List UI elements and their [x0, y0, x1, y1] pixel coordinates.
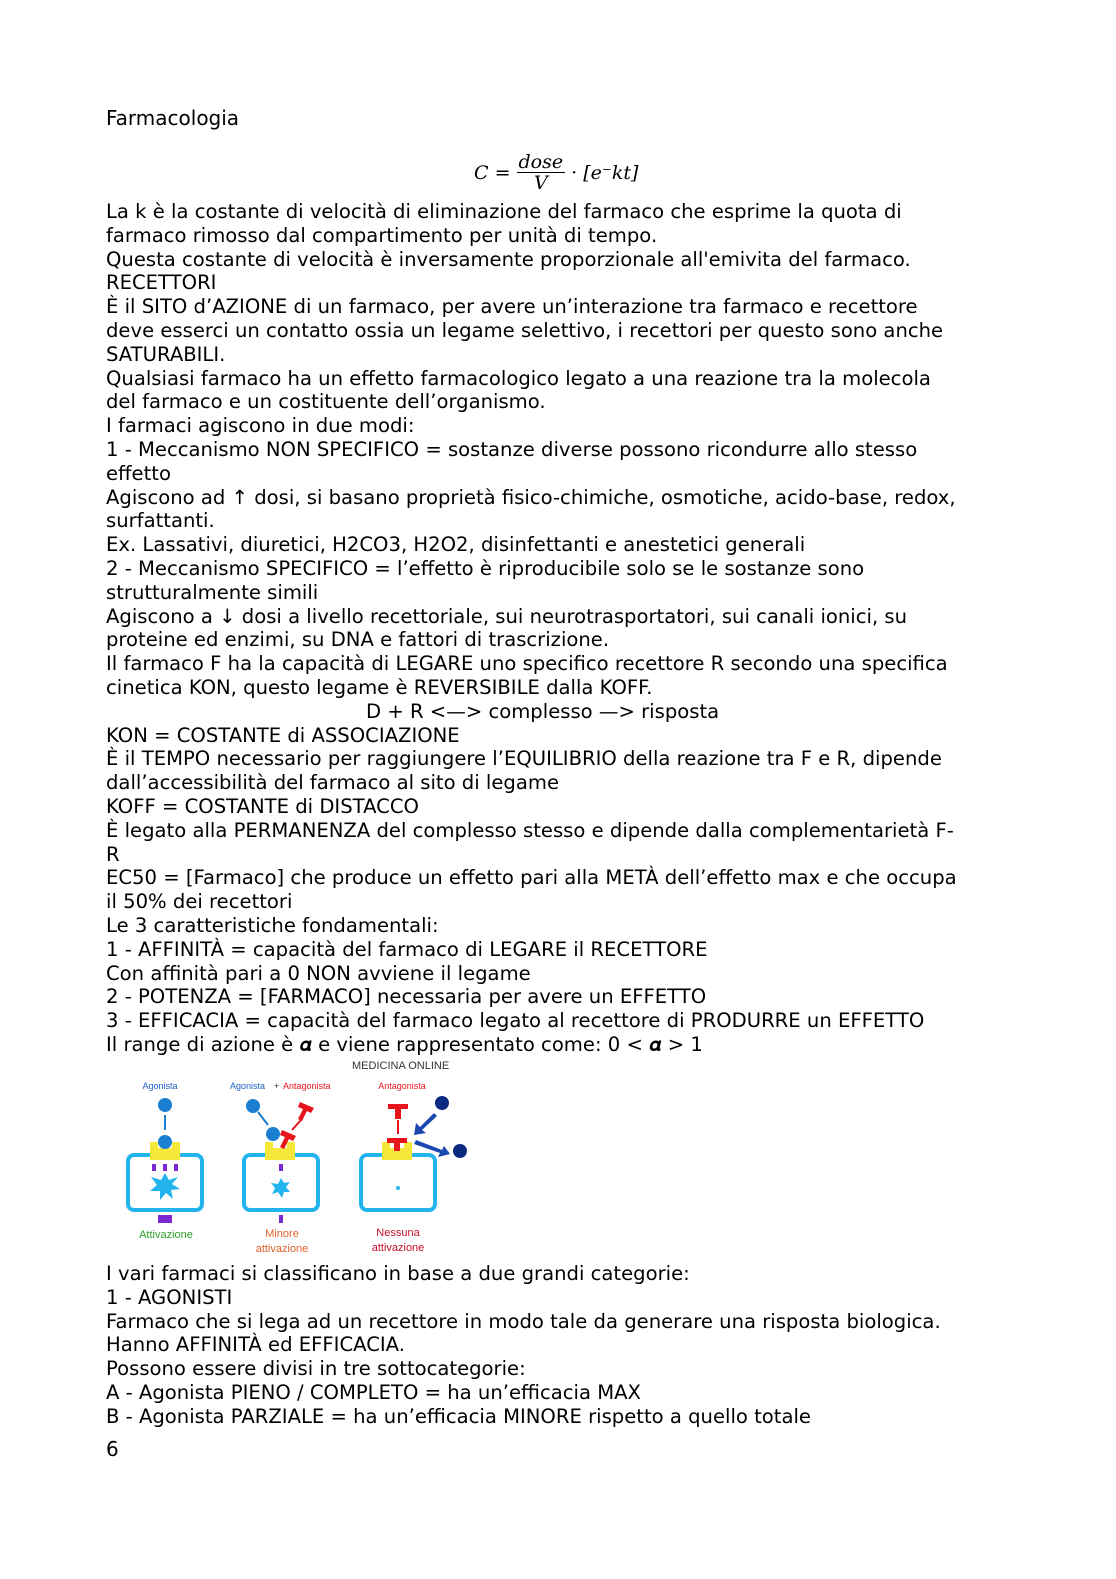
- text-line: Con affinità pari a 0 NON avviene il legame: [106, 961, 531, 985]
- text-line: RECETTORI: [106, 271, 217, 295]
- text-line: dall’accessibilità del farmaco al sito di legame: [106, 771, 560, 795]
- panel-label-antagonist: Antagonista: [283, 1081, 331, 1091]
- concentration-formula: [474, 152, 638, 193]
- text-line: I vari farmaci si classificano in base a due grandi categorie:: [106, 1262, 690, 1285]
- result-label-2: attivazione: [371, 1242, 425, 1254]
- result-label-1: Minore: [265, 1228, 299, 1240]
- text-line: Il farmaco F ha la capacità di LEGARE uno specifico recettore R secondo una specifica: [106, 652, 948, 676]
- text-line: EC50 = [Farmaco] che produce un effetto pari alla METÀ dell’effetto max e che occupa: [106, 866, 957, 890]
- text-line: D + R <—> complesso —> risposta: [366, 699, 720, 723]
- text-line: È il SITO d’AZIONE di un farmaco, per avere un’interazione tra farmaco e recettore: [106, 295, 918, 319]
- text-line: 1 - Meccanismo NON SPECIFICO = sostanze diverse possono ricondurre allo stesso: [106, 437, 918, 461]
- document-title: Farmacologia: [106, 106, 240, 130]
- text-line: È legato alla PERMANENZA del complesso stesso e dipende dalla complementarietà F-: [106, 818, 954, 842]
- text-line: proteine ed enzimi, su DNA e fattori di trascrizione.: [106, 628, 610, 652]
- panel-label: Agonista: [142, 1081, 178, 1091]
- text-line: 3 - EFFICACIA = capacità del farmaco legato al recettore di PRODURRE un EFFETTO: [106, 1009, 925, 1033]
- text-line: Questa costante di velocità è inversamente proporzionale all'emivita del farmaco.: [106, 247, 911, 271]
- text-line: SATURABILI.: [106, 342, 226, 366]
- body-text-bottom: [106, 1262, 941, 1429]
- text-line: Le 3 caratteristiche fondamentali:: [106, 913, 439, 937]
- text-line: surfattanti.: [106, 509, 215, 533]
- text-line: Ex. Lassativi, diuretici, H2CO3, H2O2, disinfettanti e anestetici generali: [106, 533, 806, 557]
- text-line: Farmaco che si lega ad un recettore in modo tale da generare una risposta biologica.: [106, 1309, 941, 1333]
- formula-numerator: dose: [518, 151, 564, 173]
- formula-denominator: V: [533, 172, 548, 194]
- text-line: 2 - POTENZA = [FARMACO] necessaria per avere un EFFETTO: [106, 985, 707, 1009]
- text-line: il 50% dei recettori: [106, 890, 293, 914]
- panel-label-agonist: Agonista: [230, 1081, 266, 1091]
- formula-lhs: C =: [474, 161, 511, 184]
- result-label-2: attivazione: [255, 1243, 309, 1255]
- panel-agonist: [128, 1081, 202, 1241]
- agonist-molecule: [158, 1098, 172, 1112]
- text-line: del farmaco e un costituente dell’organismo.: [106, 390, 546, 414]
- page-number: 6: [106, 1437, 119, 1461]
- text-line: Agiscono ad ↑ dosi, si basano proprietà fisico-chimiche, osmotiche, acido-base, redox,: [106, 485, 956, 509]
- text-line: A - Agonista PIENO / COMPLETO = ha un’efficacia MAX: [106, 1380, 641, 1404]
- plus-sign: +: [274, 1081, 280, 1091]
- text-line: farmaco rimosso dal compartimento per unità di tempo.: [106, 223, 658, 247]
- text-line: 1 - AGONISTI: [106, 1285, 233, 1309]
- result-label-1: Nessuna: [376, 1227, 420, 1239]
- text-line: effetto: [106, 461, 171, 485]
- text-line: KOFF = COSTANTE di DISTACCO: [106, 794, 419, 818]
- text-line: Hanno AFFINITÀ ed EFFICACIA.: [106, 1333, 405, 1357]
- text-line: È il TEMPO necessario per raggiungere l’EQUILIBRIO della reazione tra F e R, dipende: [106, 747, 942, 771]
- text-line: strutturalmente simili: [106, 580, 319, 604]
- text-line: I farmaci agiscono in due modi:: [106, 414, 415, 438]
- text-line: 2 - Meccanismo SPECIFICO = l’effetto è riproducibile solo se le sostanze sono: [106, 556, 865, 580]
- body-text-top: [106, 200, 957, 1057]
- formula-fraction: [517, 152, 566, 193]
- panel-antagonist: [361, 1081, 467, 1254]
- text-line: 1 - AFFINITÀ = capacità del farmaco di LEGARE il RECETTORE: [106, 937, 708, 961]
- result-label: Attivazione: [139, 1229, 193, 1241]
- text-line: R: [106, 842, 120, 866]
- panel-label: Antagonista: [378, 1081, 426, 1091]
- text-line: cinetica KON, questo legame è REVERSIBILE dalla KOFF.: [106, 675, 653, 699]
- figure-brand: MEDICINA ONLINE: [352, 1060, 450, 1072]
- text-line: Il range di azione è 𝜶 e viene rappresentato come: 0 < 𝜶 > 1: [106, 1032, 703, 1056]
- panel-agonist-antagonist: [230, 1081, 331, 1255]
- formula-rhs: · [e⁻kt]: [571, 161, 639, 184]
- text-line: Agiscono a ↓ dosi a livello recettoriale, sui neurotrasportatori, sui canali ionici, su: [106, 604, 908, 628]
- agonist-antagonist-figure: [120, 1058, 480, 1258]
- text-line: Qualsiasi farmaco ha un effetto farmacologico legato a una reazione tra la molecola: [106, 366, 931, 390]
- text-line: La k è la costante di velocità di eliminazione del farmaco che esprime la quota di: [106, 200, 902, 223]
- text-line: deve esserci un contatto ossia un legame selettivo, i recettori per questo sono anche: [106, 318, 944, 342]
- text-line: Possono essere divisi in tre sottocategorie:: [106, 1357, 526, 1381]
- text-line: B - Agonista PARZIALE = ha un’efficacia MINORE rispetto a quello totale: [106, 1404, 811, 1428]
- text-line: KON = COSTANTE di ASSOCIAZIONE: [106, 723, 460, 747]
